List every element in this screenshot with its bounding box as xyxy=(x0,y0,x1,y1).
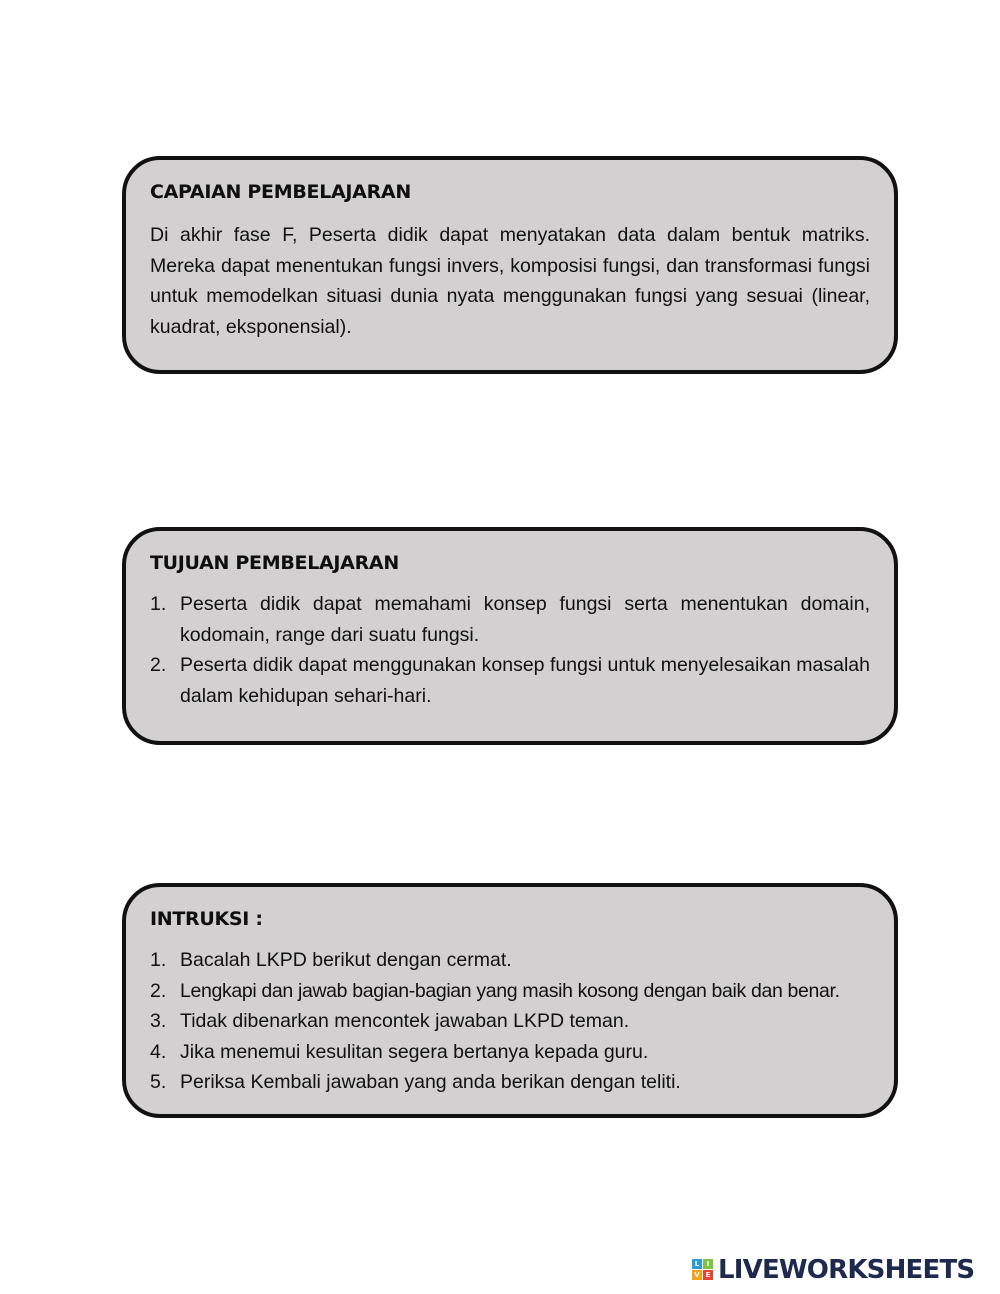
liveworksheets-logo-icon xyxy=(692,1259,714,1281)
list-item-text: Peserta didik dapat menggunakan konsep fungsi untuk menyelesaikan masalah dalam kehidupan sehari-hari. xyxy=(180,654,870,707)
list-item xyxy=(150,589,870,650)
instruksi-list xyxy=(150,945,870,1098)
list-item-text: Peserta didik dapat memahami konsep fungsi serta menentukan domain, kodomain, range dari suatu fungsi. xyxy=(180,593,870,646)
list-item xyxy=(150,1067,870,1098)
list-item-number: 5. xyxy=(150,1071,167,1093)
instruksi-title: INTRUKSI : xyxy=(150,908,263,930)
capaian-pembelajaran-card xyxy=(122,156,898,374)
list-item-text: Lengkapi dan jawab bagian-bagian yang masih kosong dengan baik dan benar. xyxy=(180,979,840,1002)
logo-tile-e: E xyxy=(703,1270,713,1280)
list-item-number: 1. xyxy=(150,593,167,615)
list-item-text: Jika menemui kesulitan segera bertanya kepada guru. xyxy=(180,1040,649,1063)
capaian-body: Di akhir fase F, Peserta didik dapat menyatakan data dalam bentuk matriks. Mereka dapat menentukan fungsi invers, komposisi fungsi, dan transformasi fungsi untuk memodelkan situasi dunia nyata menggunakan fungsi yang sesuai (linear, kuadrat, eksponensial). xyxy=(150,224,870,338)
tujuan-list xyxy=(150,589,870,711)
list-item xyxy=(150,650,870,711)
tujuan-pembelajaran-card xyxy=(122,527,898,745)
logo-tile-l: L xyxy=(692,1259,702,1269)
list-item-number: 1. xyxy=(150,949,167,971)
logo-tile-v: V xyxy=(692,1270,702,1280)
list-item xyxy=(150,1037,870,1068)
brand-name: LIVEWORKSHEETS xyxy=(718,1255,975,1285)
list-item-number: 4. xyxy=(150,1040,167,1063)
list-item-number: 2. xyxy=(150,654,167,676)
liveworksheets-brand[interactable] xyxy=(692,1254,974,1286)
list-item-number: 2. xyxy=(150,979,167,1002)
list-item-text: Periksa Kembali jawaban yang anda berikan dengan teliti. xyxy=(180,1071,681,1093)
list-item xyxy=(150,1006,870,1037)
instruksi-card xyxy=(122,883,898,1118)
list-item-text: Tidak dibenarkan mencontek jawaban LKPD teman. xyxy=(180,1010,630,1032)
list-item-text: Bacalah LKPD berikut dengan cermat. xyxy=(180,949,512,971)
capaian-title: CAPAIAN PEMBELAJARAN xyxy=(150,181,411,203)
list-item xyxy=(150,945,870,976)
logo-tile-i: I xyxy=(703,1259,713,1269)
list-item xyxy=(150,976,870,1007)
list-item-number: 3. xyxy=(150,1010,167,1032)
tujuan-title: TUJUAN PEMBELAJARAN xyxy=(150,552,399,574)
